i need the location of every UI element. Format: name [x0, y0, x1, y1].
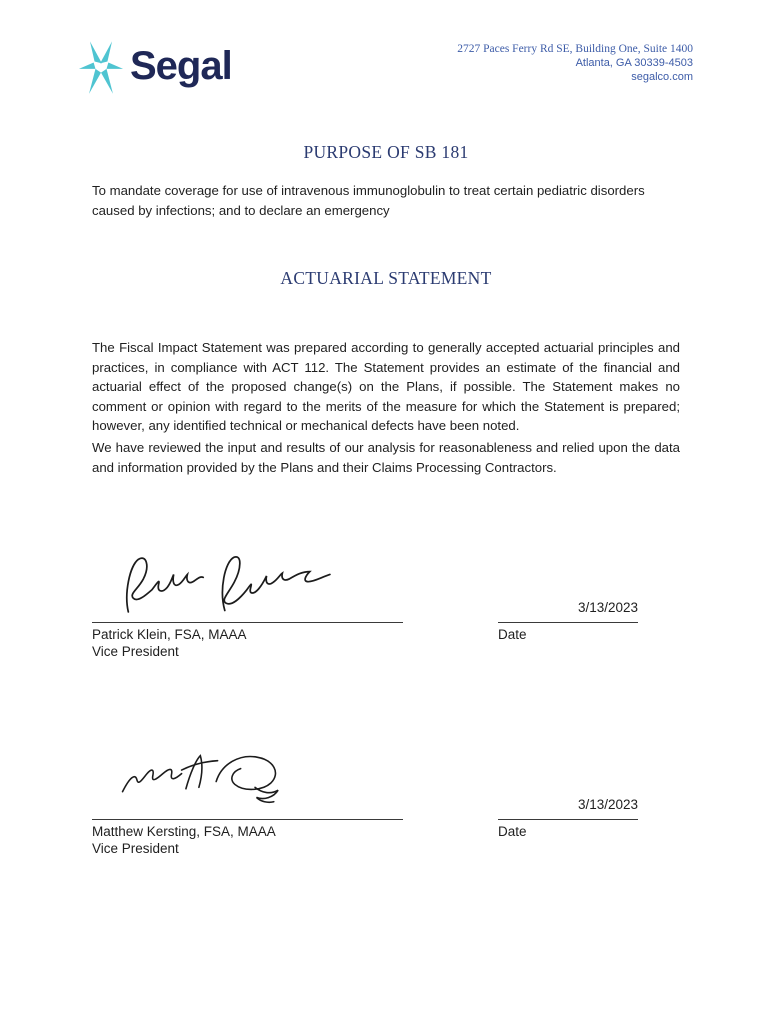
signature-block-2 [92, 747, 680, 867]
date-line [498, 622, 638, 623]
date-field-1 [498, 550, 638, 643]
purpose-paragraph: To mandate coverage for use of intravenous immunoglobulin to treat certain pediatric disorders caused by infections; and to declare an emergency [92, 183, 645, 218]
signature-matthew-kersting [92, 747, 372, 819]
signatory-name: Matthew Kersting, FSA, MAAA [92, 824, 276, 839]
address-street: 2727 Paces Ferry Rd SE, Building One, Suite 1400 [457, 43, 693, 55]
statement-paragraph-1: The Fiscal Impact Statement was prepared according to generally accepted actuarial principles and practices, in compliance with ACT 112. The Statement provides an estimate of the financial and actuarial effect of the proposed change(s) on the Plans, if possible. The Statement makes no comment or opinion with regard to the merits of the measure for which the Statement is prepared; however, any identified technical or mechanical defects have been noted. [92, 340, 680, 433]
date-field-2 [498, 747, 638, 840]
signatory-title: Vice President [92, 644, 179, 659]
date-value: 3/13/2023 [577, 600, 638, 615]
signatory-1 [92, 550, 403, 660]
date-label: Date [498, 627, 527, 642]
signature-line [92, 622, 403, 623]
signatory-name: Patrick Klein, FSA, MAAA [92, 627, 247, 642]
brand-wordmark: Segal [130, 44, 232, 88]
signatory-title: Vice President [92, 841, 179, 856]
statement-paragraph-2: We have reviewed the input and results of our analysis for reasonableness and relied upon the data and information provided by the Plans and their Claims Processing Contractors. [92, 440, 680, 475]
purpose-heading: PURPOSE OF SB 181 [303, 142, 469, 162]
signature-line [92, 819, 403, 820]
date-value: 3/13/2023 [577, 797, 638, 812]
address-website: segalco.com [631, 71, 693, 83]
signatory-2 [92, 747, 403, 857]
document-content [92, 0, 680, 1024]
signature-patrick-klein [92, 550, 372, 622]
signature-block-1 [92, 550, 680, 670]
date-line [498, 819, 638, 820]
address-city: Atlanta, GA 30339-4503 [575, 57, 693, 69]
date-label: Date [498, 824, 527, 839]
actuarial-statement-heading: ACTUARIAL STATEMENT [280, 268, 492, 288]
